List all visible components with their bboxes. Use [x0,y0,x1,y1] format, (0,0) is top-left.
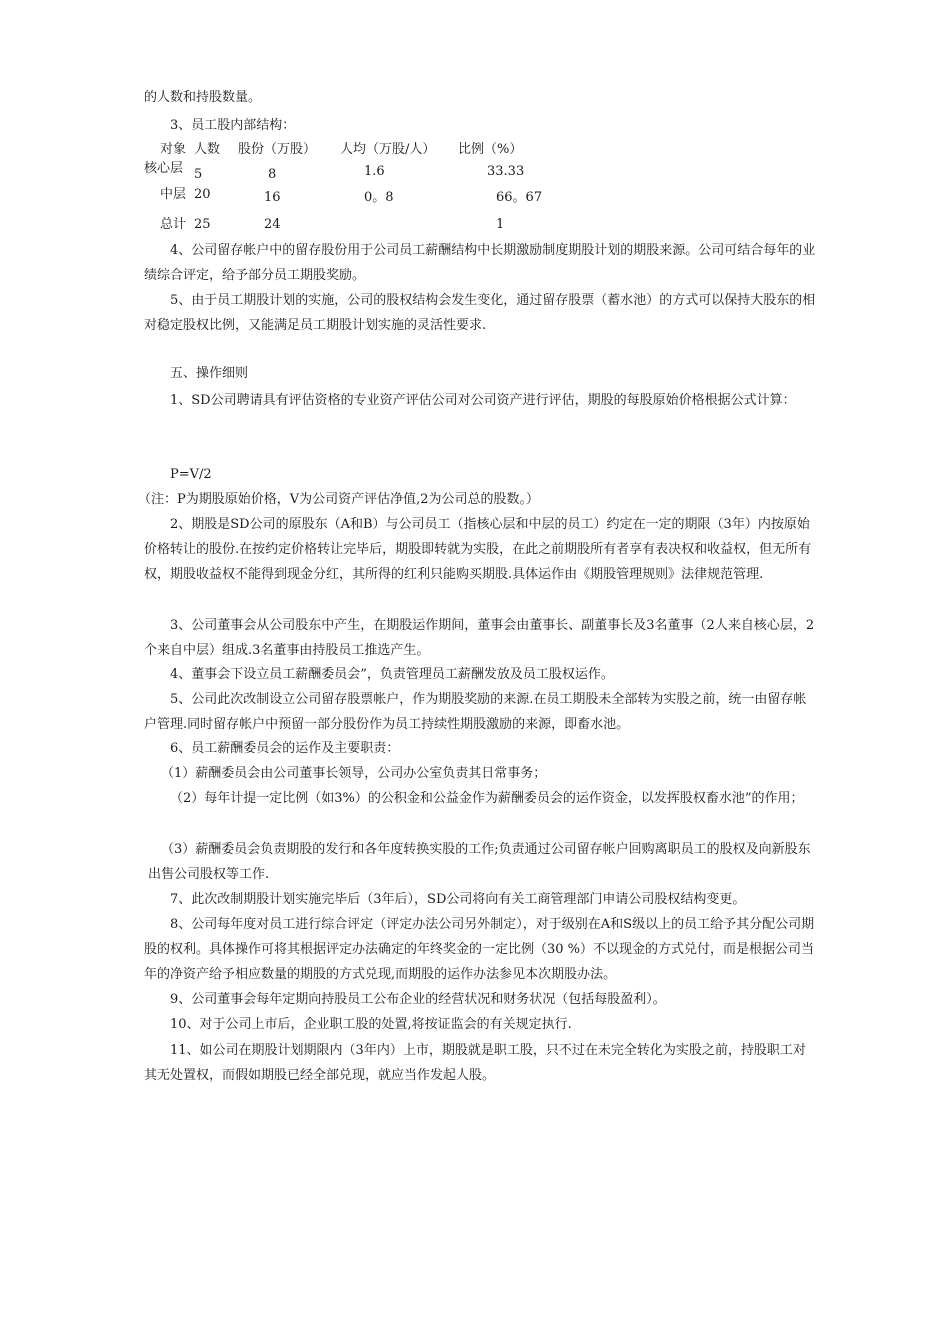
table-cell-shares: 8 [268,167,277,182]
table-cell-ratio: 1 [496,217,505,232]
table-cell-people: 25 [194,217,211,232]
rule-3: 3、公司董事会从公司股东中产生，在期股运作期间，董事会由董事长、副董事长及3名董事（2人来自核心层，2个来自中层）组成.3名董事由持股员工推选产生。 [144,618,815,658]
rule-4: 4、董事会下设立员工薪酬委员会”，负责管理员工薪酬发放及员工股权运作。 [170,667,614,682]
rule-1: 1、SD公司聘请具有评估资格的专业资产评估公司对公司资产进行评估，期股的每股原始价格根据公式计算： [170,393,796,408]
table-cell-people: 5 [194,167,203,182]
table-row-label: 总计 [160,217,187,232]
table-cell-ratio: 66。67 [496,190,543,205]
rule-5: 5、公司此次改制设立公司留存股票帐户，作为期股奖励的来源.在员工期股未全部转为实股之前，统一由留存帐户管理.同时留存帐户中预留一部分股份作为员工持续性期股激励的来源，即畜水池。 [144,692,807,732]
table-header-average: 人均（万股/人） [340,142,436,157]
rule-9: 9、公司董事会每年定期向持股员工公布企业的经营状况和财务状况（包括每股盈利）。 [170,992,666,1007]
table-cell-average: 0。8 [364,190,394,205]
formula: P=V/2 [170,467,212,482]
paragraph-4: 4、公司留存帐户中的留存股份用于公司员工薪酬结构中长期激励制度期股计划的期股来源。公司可结合每年的业绩综合评定，给予部分员工期股奖励。 [144,243,816,283]
table-row-label: 核心层 [144,161,184,176]
table-cell-people: 20 [194,187,211,202]
table-cell-shares: 16 [264,190,281,205]
heading-employee-share-structure: 3、员工股内部结构： [170,118,296,133]
table-cell-shares: 24 [264,217,281,232]
rule-7: 7、此次改制期股计划实施完毕后（3年后），SD公司将向有关工商管理部门申请公司股权结构变更。 [170,892,746,907]
table-header-shares: 股份（万股） [238,142,317,157]
table-header-object: 对象 [160,142,187,157]
paragraph-5: 5、由于员工期股计划的实施，公司的股权结构会发生变化，通过留存股票（蓄水池）的方式可以保持大股东的相对稳定股权比例，又能满足员工期股计划实施的灵活性要求. [144,293,816,333]
table-header-ratio: 比例（%） [458,142,523,157]
formula-note: （注：P为期股原始价格，V为公司资产评估净值,2为公司总的股数。） [138,492,540,507]
rule-2: 2、期股是SD公司的原股东（A和B）与公司员工（指核心层和中层的员工）约定在一定的期限（3年）内按原始价格转让的股份.在按约定价格转让完毕后，期股即转就为实股，在此之前期股所有者享有表决权和收益权，但无所有权，期股收益权不能得到现金分红，其所得的红利只能购买期股.具体运作由《期股管理规则》法律规范管理. [144,517,812,582]
rule-10: 10、对于公司上市后，企业职工股的处置,将按证监会的有关规定执行. [170,1017,572,1032]
section-heading-operation-rules: 五、操作细则 [170,366,249,381]
rule-8: 8、公司每年度对员工进行综合评定（评定办法公司另外制定），对于级别在A和S级以上的员工给予其分配公司期股的权利。具体操作可将其根据评定办法确定的年终奖金的一定比例（30 %）不以现金的方式兑付，而是根据公司当年的净资产给予相应数量的期股的方式兑现,而期股的运作办法参见本次期股办法。 [144,917,815,982]
table-cell-average: 1.6 [364,164,385,179]
rule-11: 11、如公司在期股计划期限内（3年内）上市，期股就是职工股，只不过在未完全转化为实股之前，持股职工对其无处置权，而假如期股已经全部兑现，就应当作发起人股。 [144,1043,806,1083]
rule-6-item-3: （3）薪酬委员会负责期股的发行和各年度转换实股的工作;负责通过公司留存帐户回购离职员工的股权及向新股东出售公司股权等工作. [148,842,811,882]
rule-6: 6、员工薪酬委员会的运作及主要职责： [170,741,400,756]
table-cell-ratio: 33.33 [487,164,525,179]
paragraph-intro: 的人数和持股数量。 [144,90,262,105]
table-row-label: 中层 [160,187,187,202]
rule-6-item-2: （2）每年计提一定比例（如3%）的公积金和公益金作为薪酬委员会的运作资金，以发挥股权畜水池”的作用； [170,791,804,806]
rule-6-item-1: （1）薪酬委员会由公司董事长领导，公司办公室负责其日常事务； [161,766,547,781]
table-header-people: 人数 [194,142,221,157]
